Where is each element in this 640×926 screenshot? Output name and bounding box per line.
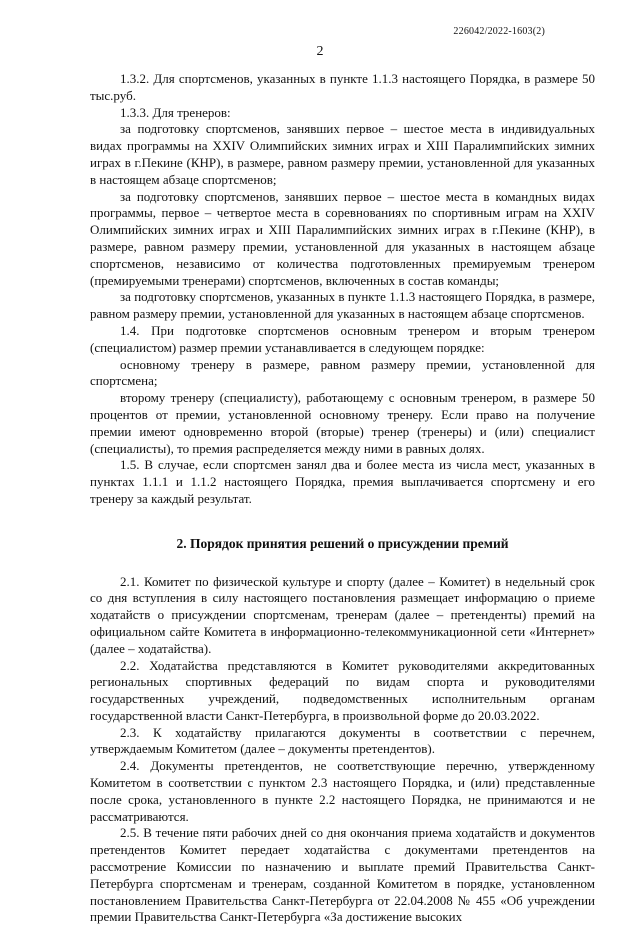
paragraph-1-4-main-coach: основному тренеру в размере, равном размеру премии, установленной для спортсмена; bbox=[90, 356, 595, 389]
paragraph-1-3-3: 1.3.3. Для тренеров: bbox=[120, 104, 231, 120]
paragraph-coach-team: за подготовку спортсменов, занявших первое – шестое места в командных видах программы, первое – четвертое места в соревнованиях по спортивным играм на XXIV Олимпийских зимних играх и XIII Паралимпийских зимних играх в г.Пекине (КНР), в размере, равном размеру премии, установленной для указанных в настоящем абзаце спортсменов, независимо от количества подготовленных премируемым тренером (премируемыми тренерами) спортсменов, включенных в состав команды; bbox=[90, 188, 595, 288]
paragraph-1-4: 1.4. При подготовке спортсменов основным тренером и вторым тренером (специалистом) размер премии устанавливается в следующем порядке: bbox=[90, 322, 595, 355]
paragraph-coach-individual: за подготовку спортсменов, занявших первое – шестое места в индивидуальных видах программы на XXIV Олимпийских зимних играх и XIII Паралимпийских зимних играх в г.Пекине (КНР), в размере, равном размеру премии, установленной для указанных в настоящем абзаце спортсменов; bbox=[90, 121, 595, 187]
page-number: 2 bbox=[316, 44, 324, 59]
paragraph-1-3-2: 1.3.2. Для спортсменов, указанных в пункте 1.1.3 настоящего Порядка, в размере 50 тыс.руб. bbox=[90, 71, 595, 103]
paragraph-2-3: 2.3. К ходатайству прилагаются документы в соответствии с перечнем, утверждаемым Комитетом (далее – документы претендентов). bbox=[90, 724, 595, 757]
paragraph-2-4: 2.4. Документы претендентов, не соответствующие перечню, утвержденному Комитетом в соответствии с пунктом 2.3 настоящего Порядка, и (или) представленные после срока, установленного в пункте 2.2 настоящего Порядка, не принимаются и не рассматриваются. bbox=[90, 758, 595, 824]
document-body bbox=[90, 71, 595, 926]
paragraph-2-2: 2.2. Ходатайства представляются в Комитет руководителями аккредитованных региональных спортивных федераций по видам спорта и руководителями государственных учреждений, подведомственных исполнительным органам государственной власти Санкт-Петербурга, в произвольной форме до 20.03.2022. bbox=[90, 657, 595, 723]
paragraph-2-1: 2.1. Комитет по физической культуре и спорту (далее – Комитет) в недельный срок со дня вступления в силу настоящего постановления размещает информацию о приеме ходатайств о присуждении спортсменам, тренерам (далее – претенденты) премий на официальном сайте Комитета в информационно-телекоммуникационной сети «Интернет» (далее – ходатайства). bbox=[90, 573, 595, 656]
paragraph-2-5: 2.5. В течение пяти рабочих дней со дня окончания приема ходатайств и документов претендентов Комитет передает ходатайства с документами претендентов на рассмотрение Комиссии по назначению и выплате премий Правительства Санкт-Петербурга спортсменам и тренерам, созданной Комитетом в порядке, установленном постановлением Правительства Санкт-Петербурга от 22.04.2008 № 455 «Об учреждении премии Правительства Санкт-Петербурга «За достижение высоких bbox=[90, 825, 595, 925]
section-2-title: 2. Порядок принятия решений о присуждении премий bbox=[176, 535, 509, 551]
paragraph-1-4-second-coach: второму тренеру (специалисту), работающему с основным тренером, в размере 50 процентов от премии, установленной основному тренеру. Если право на получение премии имеют одновременно второй (вторые) тренер (тренеры) и (или) специалист (специалисты), то премия распределяется между ними в равных долях. bbox=[90, 390, 595, 456]
document-number: 226042/2022-1603(2) bbox=[453, 26, 545, 37]
paragraph-1-5: 1.5. В случае, если спортсмен занял два и более места из числа мест, указанных в пунктах 1.1.1 и 1.1.2 настоящего Порядка, премия выплачивается спортсмену и его тренеру за каждый результат. bbox=[90, 457, 595, 506]
paragraph-coach-1-1-3: за подготовку спортсменов, указанных в пункте 1.1.3 настоящего Порядка, в размере, равном размеру премии, установленной для указанных в настоящем абзаце спортсменов. bbox=[90, 289, 595, 322]
